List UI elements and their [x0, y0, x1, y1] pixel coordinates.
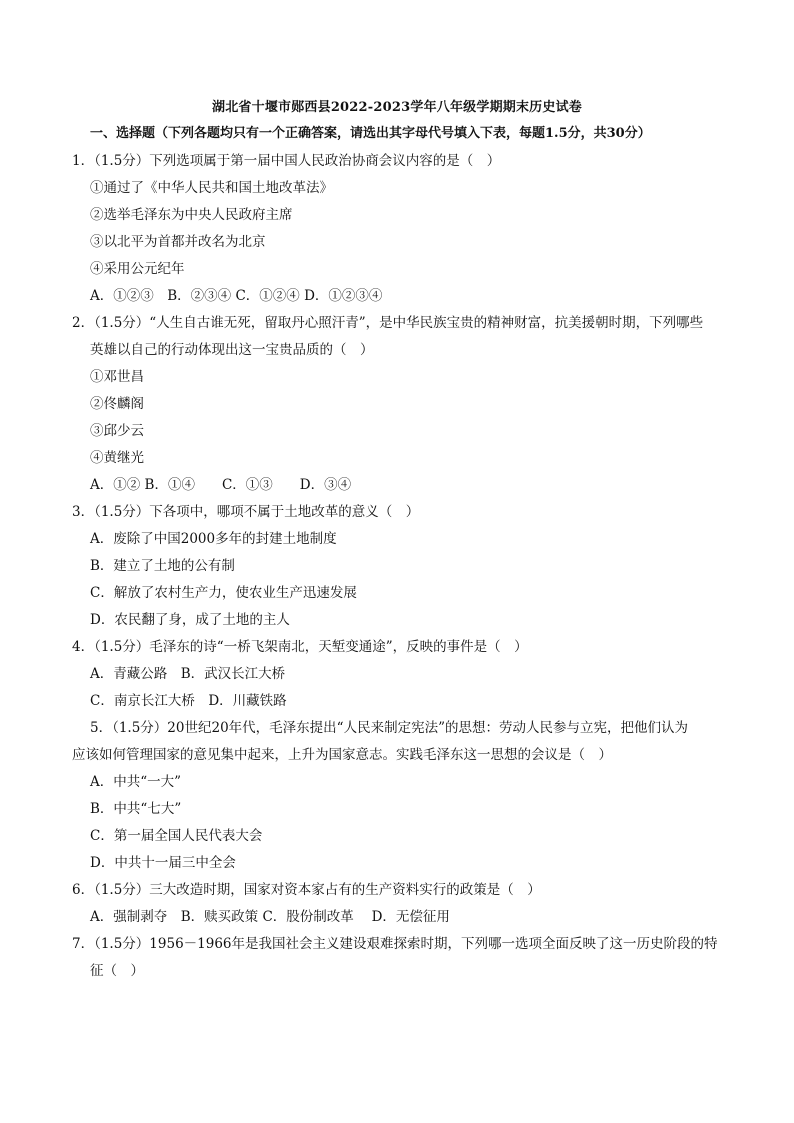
question-line: ②选举毛泽东为中央人民政府主席: [90, 207, 293, 223]
question-line: 1．（1.5分）下列选项属于第一届中国人民政治协商会议内容的是（ ）: [72, 153, 501, 169]
question-line: ①邓世昌: [90, 369, 144, 385]
question-line: A．青藏公路 B．武汉长江大桥: [90, 666, 286, 682]
exam-title: 湖北省十堰市郧西县2022-2023学年八年级学期期末历史试卷: [212, 100, 582, 115]
question-line: A．废除了中国2000多年的封建土地制度: [90, 531, 337, 547]
section-heading: 一、选择题（下列各题均只有一个正确答案，请选出其字母代号填入下表，每题1.5分，共30分）: [90, 126, 651, 141]
question-line: 3．（1.5分）下各项中，哪项不属于土地改革的意义（ ）: [72, 504, 420, 520]
question-line: C．第一届全国人民代表大会: [90, 828, 263, 844]
question-line: A．①②③ B．②③④ C．①②④ D．①②③④: [90, 288, 383, 304]
question-line: ③邱少云: [90, 423, 144, 439]
question-line: D．中共十一届三中全会: [90, 855, 236, 871]
question-line: B．建立了土地的公有制: [90, 558, 235, 574]
question-line: 4．（1.5分）毛泽东的诗“一桥飞架南北，天堑变通途”，反映的事件是（ ）: [72, 639, 528, 655]
question-line: ④黄继光: [90, 450, 144, 466]
question-line: 2．（1.5分）“人生自古谁无死，留取丹心照汗青”，是中华民族宝贵的精神财富，抗美援朝时期，下列哪些: [72, 315, 704, 331]
question-line: ①通过了《中华人民共和国土地改革法》: [90, 180, 333, 196]
question-line: D．农民翻了身，成了土地的主人: [90, 612, 290, 628]
question-line: 5．（1.5分）20世纪20年代，毛泽东提出“人民来制定宪法”的思想：劳动人民参与立宪，把他们认为: [90, 720, 688, 736]
question-line: 英雄以自己的行动体现出这一宝贵品质的（ ）: [90, 342, 374, 358]
question-line: 6．（1.5分）三大改造时期，国家对资本家占有的生产资料实行的政策是（ ）: [72, 882, 541, 898]
question-line: ④采用公元纪年: [90, 261, 185, 277]
question-line: 7．（1.5分）1956－1966年是我国社会主义建设艰难探索时期，下列哪一选项全面反映了这一历史阶段的特: [72, 936, 718, 952]
question-line: 应该如何管理国家的意见集中起来，上升为国家意志。实践毛泽东这一思想的会议是（ ）: [72, 747, 612, 763]
question-line: 征（ ）: [90, 963, 144, 979]
question-line: A．中共“一大”: [90, 774, 182, 790]
question-line: A．强制剥夺 B．赎买政策 C．股份制改革 D．无偿征用: [90, 909, 450, 925]
question-line: C．南京长江大桥 D．川藏铁路: [90, 693, 287, 709]
question-line: A．①② B．①④ C．①③ D．③④: [90, 477, 352, 493]
question-line: ③以北平为首都并改名为北京: [90, 234, 266, 250]
question-line: ②佟麟阁: [90, 396, 144, 412]
question-line: C．解放了农村生产力，使农业生产迅速发展: [90, 585, 357, 601]
question-line: B．中共“七大”: [90, 801, 182, 817]
